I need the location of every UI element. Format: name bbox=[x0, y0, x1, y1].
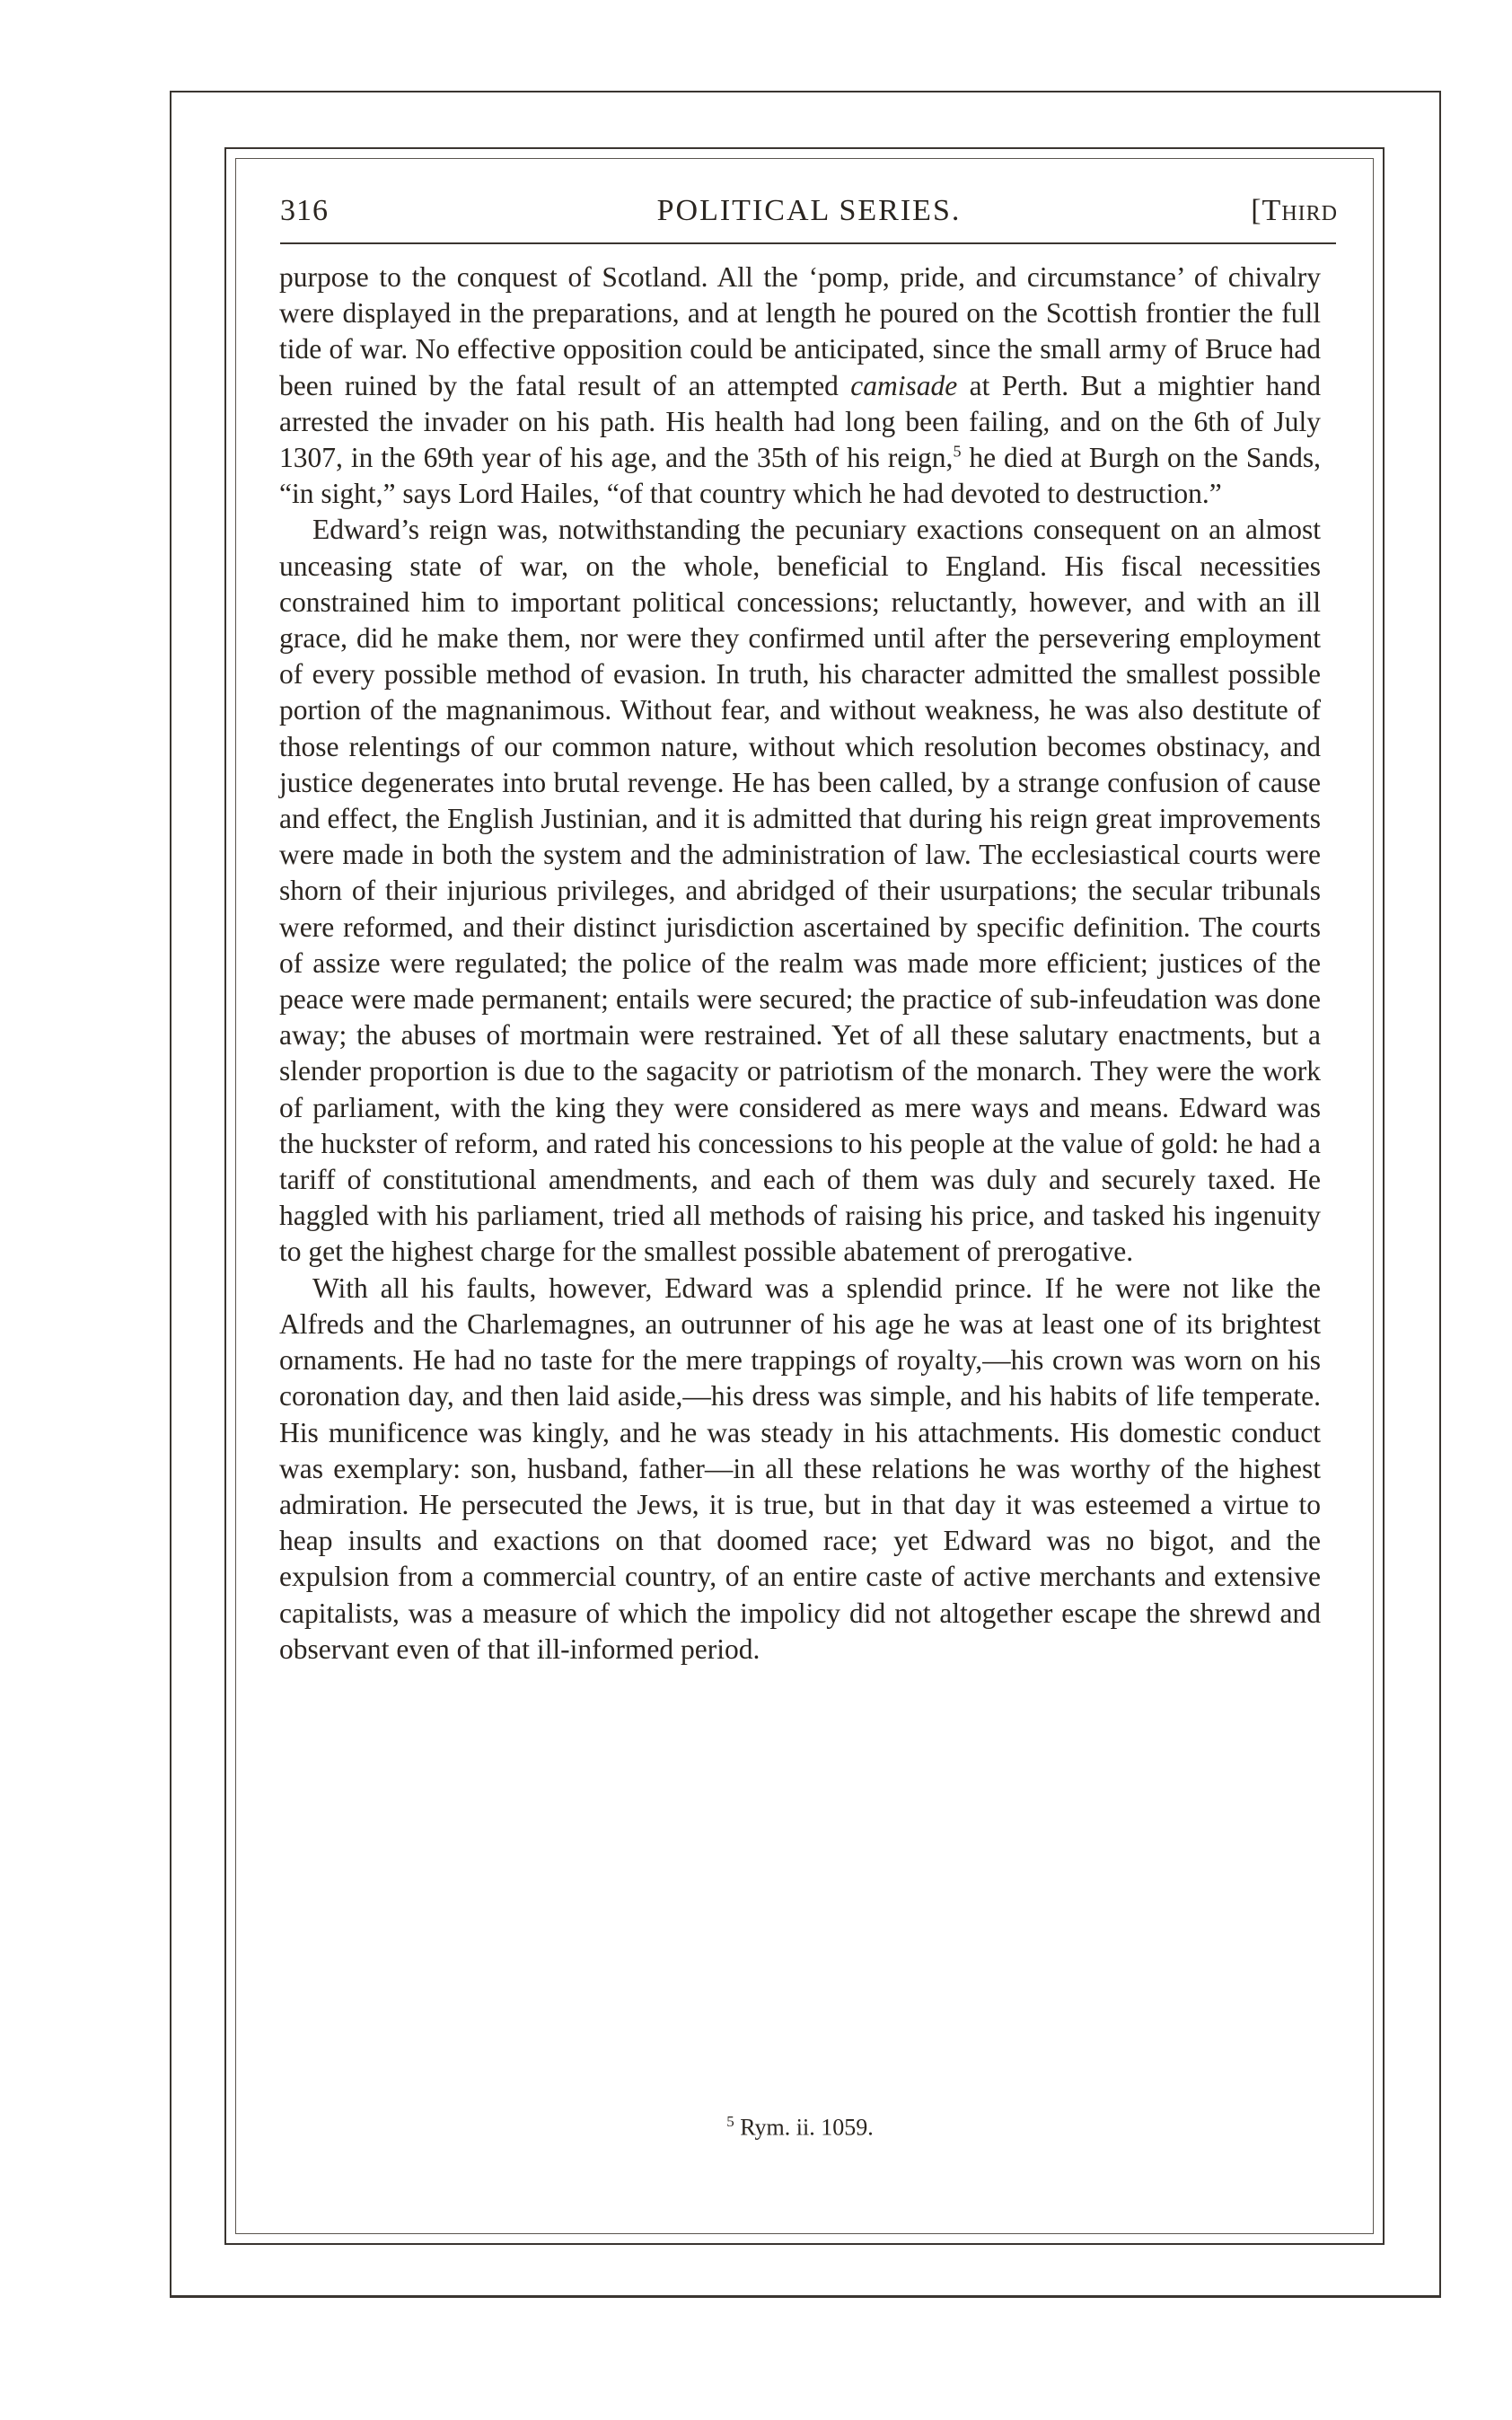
paragraph-1 bbox=[279, 260, 1321, 512]
running-title: POLITICAL SERIES. bbox=[656, 194, 962, 227]
section-tag: [Third bbox=[1251, 194, 1338, 227]
paragraph-1-italic-term: camisade bbox=[850, 369, 958, 401]
page-number: 316 bbox=[280, 194, 329, 227]
paragraph-1-text-a: purpose to the conquest of Scotland. All the ‘pomp, pride, and circumstance’ of chivalry were displayed in the preparations, and at length he poured on the Scottish frontier the full tide of war. No effective opposition could be anticipated, since the small army of Bruce had been ruined by the fatal result of an attempted bbox=[279, 261, 1321, 401]
footnote bbox=[279, 2113, 1321, 2142]
page-header bbox=[280, 194, 1338, 239]
paragraph-3: With all his faults, however, Edward was a splendid prince. If he were not like the Alfreds and the Charlemagnes, an outrunner of his age he was at least one of its brightest ornaments. He had no taste for the mere trappings of royalty,—his crown was worn on his coronation day, and then laid aside,—his dress was simple, and his habits of life temperate. His munificence was kingly, and he was steady in his attachments. His domestic conduct was exemplary: son, husband, father—in all these relations he was worthy of the highest admiration. He persecuted the Jews, it is true, but in that day it was esteemed a virtue to heap insults and exactions on that doomed race; yet Edward was no bigot, and the expulsion from a commercial country, of an entire caste of active merchants and extensive capitalists, was a measure of which the impolicy did not altogether escape the shrewd and observant even of that ill-informed period. bbox=[279, 1272, 1321, 1665]
footnote-text: Rym. ii. 1059. bbox=[740, 2114, 874, 2141]
header-rule bbox=[280, 242, 1336, 244]
body-text bbox=[279, 260, 1321, 1668]
footnote-marker: 5 bbox=[726, 2113, 734, 2130]
paragraph-2: Edward’s reign was, notwithstanding the pecuniary exactions consequent on an almost unceasing state of war, on the whole, beneficial to England. His fiscal necessities constrained him to important political concessions; reluctantly, however, and with an ill grace, did he make them, nor were they confirmed until after the persevering employment of every possible method of evasion. In truth, his character admitted the smallest possible portion of the magnanimous. Without fear, and without weakness, he was also destitute of those relentings of our common nature, without which resolution becomes obstinacy, and justice degenerates into brutal revenge. He has been called, by a strange confusion of cause and effect, the English Justinian, and it is admitted that during his reign great improvements were made in both the system and the administration of law. The ecclesiastical courts were shorn of their injurious privileges, and abridged of their usurpations; the secular tribunals were reformed, and their distinct jurisdiction ascertained by specific definition. The courts of assize were regulated; the police of the realm was made more efficient; justices of the peace were made permanent; entails were secured; the practice of sub-infeudation was done away; the abuses of mortmain were restrained. Yet of all these salutary enactments, but a slender proportion is due to the sagacity or patriotism of the monarch. They were the work of parliament, with the king they were considered as mere ways and means. Edward was the huckster of reform, and rated his concessions to his people at the value of gold: he had a tariff of constitutional amendments, and each of them was duly and securely taxed. He haggled with his parliament, tried all methods of raising his price, and tasked his ingenuity to get the highest charge for the smallest possible abatement of prerogative. bbox=[279, 514, 1321, 1268]
paragraph-1-text-b: at Perth. But a mightier hand arrested the invader on his path. His health had long been failing, and on the 6th of July 1307, in the 69th year of his age, and the 35th of his reign, bbox=[279, 369, 1321, 474]
paragraph-1-text-c: he died at Burgh on the Sands, “in sight,” says Lord Hailes, “of that country which he had devoted to destruction.” bbox=[279, 442, 1322, 510]
footnote-reference: 5 bbox=[953, 442, 962, 461]
